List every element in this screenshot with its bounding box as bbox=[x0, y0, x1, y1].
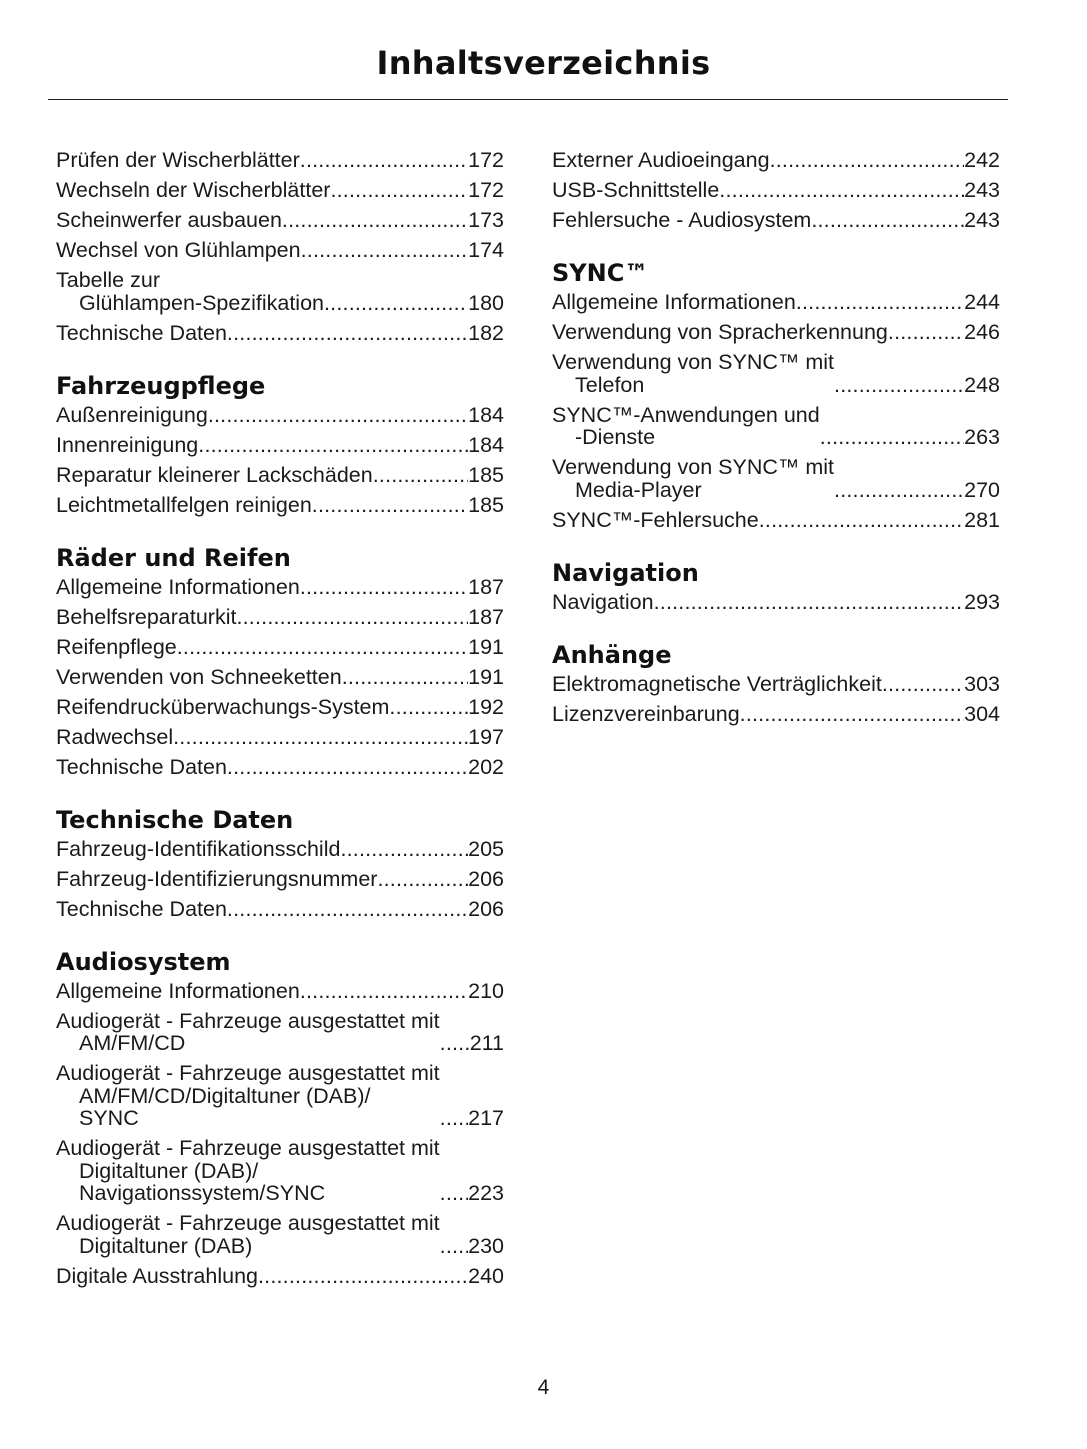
toc-entry-title bbox=[56, 980, 300, 1003]
toc-entry-page-number: 185 bbox=[468, 462, 504, 487]
dot-leader bbox=[759, 509, 964, 532]
toc-entry-page-number: 197 bbox=[468, 724, 504, 749]
toc-entry-page-number: 244 bbox=[964, 290, 1000, 314]
toc-entry-page-number: 240 bbox=[468, 1263, 504, 1288]
toc-entry-title-line: Prüfen der Wischerblätter bbox=[56, 148, 300, 172]
page-title: Inhaltsverzeichnis bbox=[376, 44, 711, 82]
toc-entry-title-line: Behelfsreparaturkit bbox=[56, 604, 237, 629]
toc-entry-title bbox=[56, 269, 324, 314]
toc-entry-title-line: Reparatur kleinerer Lackschäden bbox=[56, 462, 373, 487]
toc-entry-innenreinigung[interactable] bbox=[56, 431, 504, 461]
toc-entry-wechsel-von-gluehlampen[interactable] bbox=[56, 236, 504, 266]
toc-entry-page-number: 173 bbox=[468, 208, 504, 232]
dot-leader bbox=[227, 322, 468, 345]
toc-entry-title bbox=[56, 179, 330, 202]
toc-entry-title-line: -Dienste bbox=[575, 425, 656, 449]
toc-entry-page-number: 191 bbox=[468, 664, 504, 689]
toc-entry-title bbox=[552, 703, 740, 726]
toc-entry-title-line: Technische Daten bbox=[56, 896, 227, 921]
toc-entry-title-line: Digitale Ausstrahlung bbox=[56, 1263, 258, 1288]
toc-entry-page-number: 206 bbox=[468, 866, 504, 891]
toc-entry-page-number: 184 bbox=[468, 432, 504, 457]
toc-entry-title bbox=[56, 696, 389, 719]
toc-entry-title bbox=[56, 209, 282, 232]
toc-entry-radwechsel[interactable] bbox=[56, 723, 504, 753]
toc-entry-title bbox=[56, 666, 342, 689]
dot-leader bbox=[389, 696, 468, 719]
toc-entry-page-number: 187 bbox=[468, 574, 504, 599]
toc-entry-page-number: 172 bbox=[468, 178, 504, 202]
toc-entry-title-line: Audiogerät - Fahrzeuge ausgestattet mit bbox=[56, 1008, 440, 1033]
dot-leader bbox=[208, 404, 468, 427]
toc-entry-page-number: 174 bbox=[468, 238, 504, 262]
toc-entry-audiogeraet-fahrzeuge-ausgestattet-mit-am-fm-cd[interactable] bbox=[56, 1007, 504, 1060]
toc-entry-title bbox=[552, 404, 820, 449]
section-heading-audiosystem: Audiosystem bbox=[56, 947, 231, 976]
dot-leader bbox=[258, 1265, 468, 1288]
toc-entry-title-line: USB-Schnittstelle bbox=[552, 178, 720, 202]
toc-entry-page-number: 210 bbox=[468, 978, 504, 1003]
dot-leader bbox=[300, 980, 468, 1003]
toc-entry-verwendung-von-sync-mit-media-player[interactable] bbox=[552, 453, 1000, 506]
toc-entry-title bbox=[56, 636, 177, 659]
dot-leader bbox=[377, 868, 468, 891]
toc-entry-title-line: Technische Daten bbox=[56, 754, 227, 779]
toc-entry-title bbox=[56, 1265, 258, 1288]
section-heading-anhaenge: Anhänge bbox=[552, 640, 672, 669]
toc-entry-tabelle-zur-gluehlampen-spezifikation[interactable] bbox=[56, 266, 504, 319]
section-heading-technische-daten: Technische Daten bbox=[56, 805, 294, 834]
dot-leader bbox=[301, 239, 469, 262]
toc-entry-title-line: Navigation bbox=[552, 589, 654, 614]
toc-entry-title bbox=[56, 434, 198, 457]
toc-entry-title-line: Verwenden von Schneeketten bbox=[56, 664, 342, 689]
dot-leader bbox=[173, 726, 468, 749]
toc-entry-page-number: 217 bbox=[468, 1106, 504, 1130]
toc-entry-title-line: Fahrzeug-Identifikationsschild bbox=[56, 836, 341, 861]
toc-entry-title-line: SYNC™-Anwendungen und bbox=[552, 402, 820, 427]
toc-entry-pruefen-der-wischerblaetter[interactable] bbox=[56, 146, 504, 176]
toc-entry-page-number: 211 bbox=[469, 1031, 504, 1055]
toc-entry-fahrzeug-identifikationsschild[interactable] bbox=[56, 835, 504, 865]
toc-entry-page-number: 248 bbox=[964, 372, 1000, 397]
toc-entry-title-line: SYNC™-Fehlersuche bbox=[552, 507, 759, 532]
toc-entry-title-line: Telefon bbox=[575, 372, 645, 397]
dot-leader bbox=[770, 149, 965, 172]
section-heading-navigation: Navigation bbox=[552, 558, 699, 587]
toc-entry-title bbox=[552, 509, 759, 532]
toc-entry-technische-daten[interactable] bbox=[56, 753, 504, 783]
dot-leader bbox=[312, 494, 468, 517]
toc-entry-reifendruckueberwachungs-system[interactable] bbox=[56, 693, 504, 723]
toc-entry-title bbox=[56, 1137, 440, 1205]
toc-entry-title-line: Audiogerät - Fahrzeuge ausgestattet mit bbox=[56, 1211, 440, 1235]
toc-entry-title bbox=[552, 179, 719, 202]
toc-entry-page-number: 191 bbox=[468, 634, 504, 659]
toc-entry-technische-daten[interactable] bbox=[56, 319, 504, 349]
toc-entry-leichtmetallfelgen-reinigen[interactable] bbox=[56, 491, 504, 521]
dot-leader bbox=[888, 321, 964, 344]
toc-entry-audiogeraet-fahrzeuge-ausgestattet-mit-digitaltuner-dab-navigationssystem-sync[interactable] bbox=[56, 1134, 504, 1209]
toc-entry-title bbox=[56, 606, 236, 629]
toc-entry-verwenden-von-schneeketten[interactable] bbox=[56, 663, 504, 693]
dot-leader bbox=[834, 479, 964, 502]
toc-entry-page-number: 281 bbox=[964, 507, 1000, 532]
toc-entry-title-line: Digitaltuner (DAB)/ bbox=[79, 1158, 259, 1183]
dot-leader bbox=[227, 898, 468, 921]
dot-leader bbox=[654, 591, 965, 614]
section-heading-fahrzeugpflege: Fahrzeugpflege bbox=[56, 371, 266, 400]
toc-entry-title-line: Allgemeine Informationen bbox=[56, 574, 300, 599]
toc-entry-reifenpflege[interactable] bbox=[56, 633, 504, 663]
dot-leader bbox=[820, 426, 964, 449]
toc-entry-title-line: Allgemeine Informationen bbox=[552, 290, 796, 314]
toc-entry-page-number: 187 bbox=[468, 604, 504, 629]
dot-leader bbox=[282, 209, 468, 232]
toc-entry-title-line: Audiogerät - Fahrzeuge ausgestattet mit bbox=[56, 1136, 440, 1160]
dot-leader bbox=[834, 374, 964, 397]
toc-entry-page-number: 270 bbox=[964, 477, 1000, 502]
toc-entry-title-line: Media-Player bbox=[575, 477, 702, 502]
toc-entry-sync-fehlersuche[interactable] bbox=[552, 506, 1000, 536]
toc-entry-title-line: Außenreinigung bbox=[56, 402, 208, 427]
dot-leader bbox=[236, 606, 468, 629]
toc-entry-title bbox=[56, 322, 227, 345]
dot-leader bbox=[330, 179, 468, 202]
toc-entry-title-line: Allgemeine Informationen bbox=[56, 978, 300, 1003]
toc-entry-page-number: 246 bbox=[964, 320, 1000, 344]
toc-entry-page-number: 182 bbox=[468, 320, 504, 345]
toc-entry-title bbox=[56, 756, 227, 779]
toc-entry-page-number: 172 bbox=[468, 148, 504, 172]
toc-entry-fahrzeug-identifizierungsnummer[interactable] bbox=[56, 865, 504, 895]
toc-entry-title-line: Glühlampen-Spezifikation bbox=[79, 290, 324, 315]
toc-entry-usb-schnittstelle[interactable] bbox=[552, 176, 1000, 206]
toc-entry-title-line: Scheinwerfer ausbauen bbox=[56, 208, 282, 232]
toc-entry-title bbox=[552, 351, 834, 396]
toc-entry-scheinwerfer-ausbauen[interactable] bbox=[56, 206, 504, 236]
toc-entry-wechseln-der-wischerblaetter[interactable] bbox=[56, 176, 504, 206]
toc-entry-title bbox=[56, 149, 300, 172]
toc-entry-allgemeine-informationen[interactable] bbox=[56, 573, 504, 603]
toc-entry-title-line: Reifenpflege bbox=[56, 634, 177, 659]
toc-entry-behelfsreparaturkit[interactable] bbox=[56, 603, 504, 633]
toc-entry-page-number: 185 bbox=[468, 492, 504, 517]
toc-entry-page-number: 304 bbox=[964, 701, 1000, 726]
toc-entry-title-line: Audiogerät - Fahrzeuge ausgestattet mit bbox=[56, 1061, 440, 1085]
toc-entry-title-line: Verwendung von Spracherkennung bbox=[552, 320, 888, 344]
dot-leader bbox=[340, 838, 468, 861]
toc-entry-title bbox=[56, 494, 312, 517]
title-divider bbox=[48, 99, 1008, 100]
toc-entry-title-line: Externer Audioeingang bbox=[552, 148, 770, 172]
toc-entry-title bbox=[56, 898, 227, 921]
toc-entry-title bbox=[552, 673, 882, 696]
toc-entry-title-line: Digitaltuner (DAB) bbox=[79, 1233, 253, 1258]
dot-leader bbox=[300, 576, 468, 599]
toc-entry-page-number: 202 bbox=[468, 754, 504, 779]
toc-entry-title-line: Technische Daten bbox=[56, 320, 227, 345]
toc-entry-verwendung-von-sync-mit-telefon[interactable] bbox=[552, 348, 1000, 401]
toc-entry-externer-audioeingang[interactable] bbox=[552, 146, 1000, 176]
toc-right-column bbox=[552, 146, 1000, 730]
toc-entry-title bbox=[552, 321, 888, 344]
toc-entry-title bbox=[56, 726, 173, 749]
toc-entry-technische-daten[interactable] bbox=[56, 895, 504, 925]
toc-entry-title-line: Fehlersuche - Audiosystem bbox=[552, 208, 812, 232]
toc-entry-title bbox=[56, 464, 373, 487]
toc-entry-title-line: AM/FM/CD bbox=[79, 1031, 186, 1055]
toc-entry-title-line: Verwendung von SYNC™ mit bbox=[552, 455, 835, 479]
toc-entry-title bbox=[552, 591, 654, 614]
dot-leader bbox=[300, 149, 468, 172]
toc-entry-title bbox=[552, 209, 811, 232]
toc-entry-title-line: Reifendrucküberwachungs-System bbox=[56, 694, 390, 719]
section-heading-raeder-und-reifen: Räder und Reifen bbox=[56, 543, 291, 572]
toc-entry-title bbox=[56, 1062, 440, 1130]
toc-entry-title-line: SYNC bbox=[79, 1106, 139, 1130]
toc-entry-audiogeraet-fahrzeuge-ausgestattet-mit-am-fm-cd-digitaltuner-dab-sync[interactable] bbox=[56, 1059, 504, 1134]
toc-entry-allgemeine-informationen[interactable] bbox=[552, 288, 1000, 318]
toc-entry-title bbox=[56, 1010, 440, 1055]
toc-entry-title bbox=[56, 576, 300, 599]
dot-leader bbox=[227, 756, 468, 779]
toc-entry-title-line: Radwechsel bbox=[56, 724, 174, 749]
toc-left-column bbox=[56, 146, 504, 1292]
dot-leader bbox=[740, 703, 964, 726]
dot-leader bbox=[882, 673, 964, 696]
toc-entry-fehlersuche-audiosystem[interactable] bbox=[552, 206, 1000, 236]
toc-entry-page-number: 230 bbox=[468, 1233, 504, 1258]
toc-entry-title bbox=[56, 838, 340, 861]
toc-entry-title bbox=[56, 1212, 440, 1257]
dot-leader bbox=[177, 636, 468, 659]
toc-entry-verwendung-von-spracherkennung[interactable] bbox=[552, 318, 1000, 348]
dot-leader bbox=[440, 1032, 470, 1055]
toc-entry-title bbox=[552, 149, 770, 172]
toc-entry-page-number: 243 bbox=[964, 208, 1000, 232]
toc-entry-title bbox=[56, 404, 208, 427]
toc-entry-page-number: 180 bbox=[468, 290, 504, 315]
toc-entry-title-line: Wechsel von Glühlampen bbox=[56, 238, 301, 262]
toc-entry-page-number: 184 bbox=[468, 402, 504, 427]
toc-entry-digitale-ausstrahlung[interactable] bbox=[56, 1262, 504, 1292]
toc-entry-page-number: 263 bbox=[964, 425, 1000, 449]
toc-entry-title bbox=[552, 456, 834, 501]
toc-entry-title-line: Elektromagnetische Verträglichkeit bbox=[552, 671, 882, 696]
dot-leader bbox=[796, 291, 964, 314]
toc-entry-allgemeine-informationen[interactable] bbox=[56, 977, 504, 1007]
toc-entry-title bbox=[552, 291, 796, 314]
dot-leader bbox=[342, 666, 468, 689]
toc-entry-page-number: 205 bbox=[468, 836, 504, 861]
dot-leader bbox=[373, 464, 468, 487]
toc-entry-title-line: Leichtmetallfelgen reinigen bbox=[56, 492, 312, 517]
toc-entry-page-number: 243 bbox=[964, 178, 1000, 202]
toc-entry-title-line: Fahrzeug-Identifizierungsnummer bbox=[56, 866, 378, 891]
toc-entry-page-number: 303 bbox=[964, 671, 1000, 696]
toc-entry-title-line: AM/FM/CD/Digitaltuner (DAB)/ bbox=[79, 1083, 371, 1108]
dot-leader bbox=[440, 1235, 468, 1258]
dot-leader bbox=[719, 179, 964, 202]
toc-entry-audiogeraet-fahrzeuge-ausgestattet-mit-digitaltuner-dab[interactable] bbox=[56, 1209, 504, 1262]
toc-entry-elektromagnetische-vertraeglichkeit[interactable] bbox=[552, 670, 1000, 700]
toc-entry-page-number: 192 bbox=[468, 694, 504, 719]
dot-leader bbox=[440, 1107, 468, 1130]
toc-entry-page-number: 206 bbox=[468, 896, 504, 921]
toc-entry-sync-anwendungen-und-dienste[interactable] bbox=[552, 401, 1000, 454]
dot-leader bbox=[811, 209, 964, 232]
toc-entry-title bbox=[56, 868, 377, 891]
toc-entry-title-line: Verwendung von SYNC™ mit bbox=[552, 350, 835, 374]
dot-leader bbox=[198, 434, 468, 457]
toc-entry-reparatur-kleinerer-lackschaeden[interactable] bbox=[56, 461, 504, 491]
dot-leader bbox=[440, 1182, 468, 1205]
page-number: 4 bbox=[537, 1376, 550, 1399]
toc-entry-title-line: Tabelle zur bbox=[56, 268, 160, 292]
toc-entry-title-line: Innenreinigung bbox=[56, 432, 199, 457]
dot-leader bbox=[324, 292, 468, 315]
toc-entry-page-number: 242 bbox=[964, 148, 1000, 172]
toc-entry-navigation[interactable] bbox=[552, 588, 1000, 618]
toc-entry-page-number: 293 bbox=[964, 589, 1000, 614]
toc-entry-title-line: Lizenzvereinbarung bbox=[552, 701, 740, 726]
toc-entry-title-line: Navigationssystem/SYNC bbox=[79, 1181, 326, 1205]
toc-entry-page-number: 223 bbox=[468, 1181, 504, 1205]
toc-entry-title-line: Wechseln der Wischerblätter bbox=[56, 178, 331, 202]
toc-entry-aussenreinigung[interactable] bbox=[56, 401, 504, 431]
toc-entry-title bbox=[56, 239, 301, 262]
toc-entry-lizenzvereinbarung[interactable] bbox=[552, 700, 1000, 730]
section-heading-sync: SYNC™ bbox=[552, 259, 649, 287]
